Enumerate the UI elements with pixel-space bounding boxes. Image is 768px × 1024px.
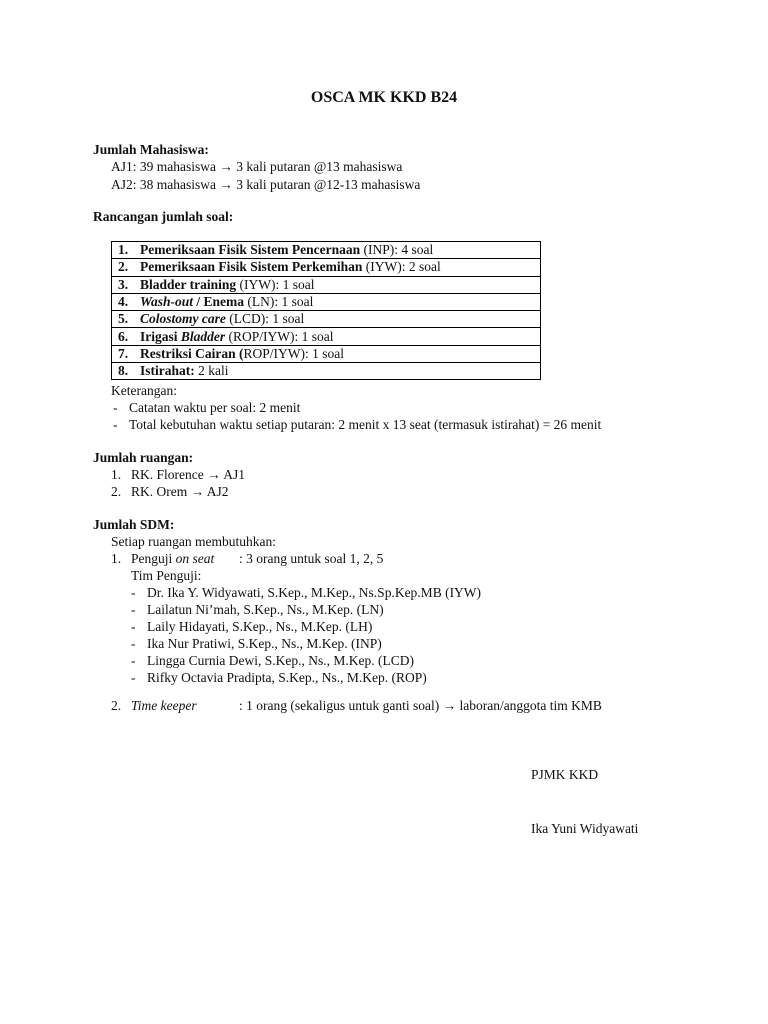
- row-detail: 2 kali: [194, 363, 229, 379]
- row-title: Istirahat:: [140, 363, 195, 379]
- sdm-heading: Jumlah SDM:: [93, 517, 175, 532]
- penguji-value: : 3 orang untuk soal 1, 2, 5: [239, 551, 384, 566]
- row-number: 4.: [118, 294, 129, 310]
- tim-penguji-label: Tim Penguji:: [131, 568, 202, 583]
- list-item: - Lingga Curnia Dewi, S.Kep., Ns., M.Kep. (LCD): [131, 653, 414, 668]
- list-item: 1. RK. Florence → AJ1: [111, 467, 245, 482]
- ruangan-heading: Jumlah ruangan:: [93, 450, 194, 465]
- row-detail: (ROP/IYW): 1 soal: [225, 328, 334, 344]
- table-row: [112, 276, 541, 293]
- table-row: [112, 328, 541, 345]
- timekeeper-value: : 1 orang (sekaligus untuk ganti soal) → laboran/anggota tim KMB: [239, 698, 602, 713]
- page-title: OSCA MK KKD B24: [310, 89, 458, 106]
- row-title: Restriksi Cairan (: [140, 345, 244, 361]
- row-detail: (IYW): 1 soal: [236, 276, 315, 292]
- table-row: [112, 311, 541, 328]
- table-row: [112, 345, 541, 362]
- row-detail: (LN): 1 soal: [244, 294, 314, 310]
- list-item: - Rifky Octavia Pradipta, S.Kep., Ns., M.Kep. (ROP): [131, 670, 427, 685]
- row-detail: (IYW): 2 soal: [362, 259, 441, 275]
- row-title: / Enema: [193, 294, 245, 310]
- row-detail: ROP/IYW): 1 soal: [243, 345, 344, 361]
- row-title-italic: Colostomy care: [140, 311, 226, 327]
- row-detail: (INP): 4 soal: [360, 242, 434, 258]
- row-title: Bladder training: [140, 276, 237, 292]
- table-row: [112, 363, 541, 380]
- row-title-italic: Wash-out: [140, 294, 194, 310]
- signature-role: PJMK KKD: [531, 767, 599, 782]
- list-item: - Ika Nur Pratiwi, S.Kep., Ns., M.Kep. (INP): [131, 636, 382, 651]
- keterangan-item: - Total kebutuhan waktu setiap putaran: 2 menit x 13 seat (termasuk istirahat) = 26 menit: [113, 417, 602, 432]
- row-number: 5.: [118, 311, 129, 327]
- row-number: 7.: [118, 345, 129, 361]
- list-item: - Dr. Ika Y. Widyawati, S.Kep., M.Kep., Ns.Sp.Kep.MB (IYW): [131, 585, 482, 600]
- row-title: Pemeriksaan Fisik Sistem Pencernaan: [140, 242, 361, 258]
- row-detail: (LCD): 1 soal: [225, 311, 305, 327]
- table-row: [112, 242, 541, 259]
- row-number: 6.: [118, 328, 129, 344]
- row-number: 1.: [118, 242, 129, 258]
- row-title: Irigasi: [140, 328, 181, 344]
- mahasiswa-line-aj2: AJ2: 38 mahasiswa → 3 kali putaran @12-13 mahasiswa: [111, 177, 421, 192]
- table-row: [112, 293, 541, 310]
- list-item: - Laily Hidayati, S.Kep., Ns., M.Kep. (LH): [131, 619, 373, 634]
- soal-table: [111, 241, 541, 380]
- mahasiswa-heading: Jumlah Mahasiswa:: [93, 142, 209, 157]
- mahasiswa-line-aj1: AJ1: 39 mahasiswa → 3 kali putaran @13 mahasiswa: [111, 159, 403, 174]
- penguji-line: 1. Penguji on seat: [111, 551, 215, 566]
- list-item: 2. RK. Orem → AJ2: [111, 484, 229, 499]
- signature-name: Ika Yuni Widyawati: [531, 821, 639, 836]
- timekeeper-line: 2. Time keeper: [111, 698, 197, 713]
- soal-heading: Rancangan jumlah soal:: [93, 209, 234, 224]
- row-title-italic: Bladder: [180, 328, 226, 344]
- row-number: 8.: [118, 363, 129, 379]
- keterangan-item: - Catatan waktu per soal: 2 menit: [113, 400, 301, 415]
- row-number: 3.: [118, 276, 129, 292]
- keterangan-label: Keterangan:: [111, 383, 177, 398]
- list-item: - Lailatun Ni’mah, S.Kep., Ns., M.Kep. (LN): [131, 602, 384, 617]
- row-number: 2.: [118, 259, 129, 275]
- sdm-intro: Setiap ruangan membutuhkan:: [111, 534, 276, 549]
- table-row: [112, 259, 541, 276]
- row-title: Pemeriksaan Fisik Sistem Perkemihan: [140, 259, 363, 275]
